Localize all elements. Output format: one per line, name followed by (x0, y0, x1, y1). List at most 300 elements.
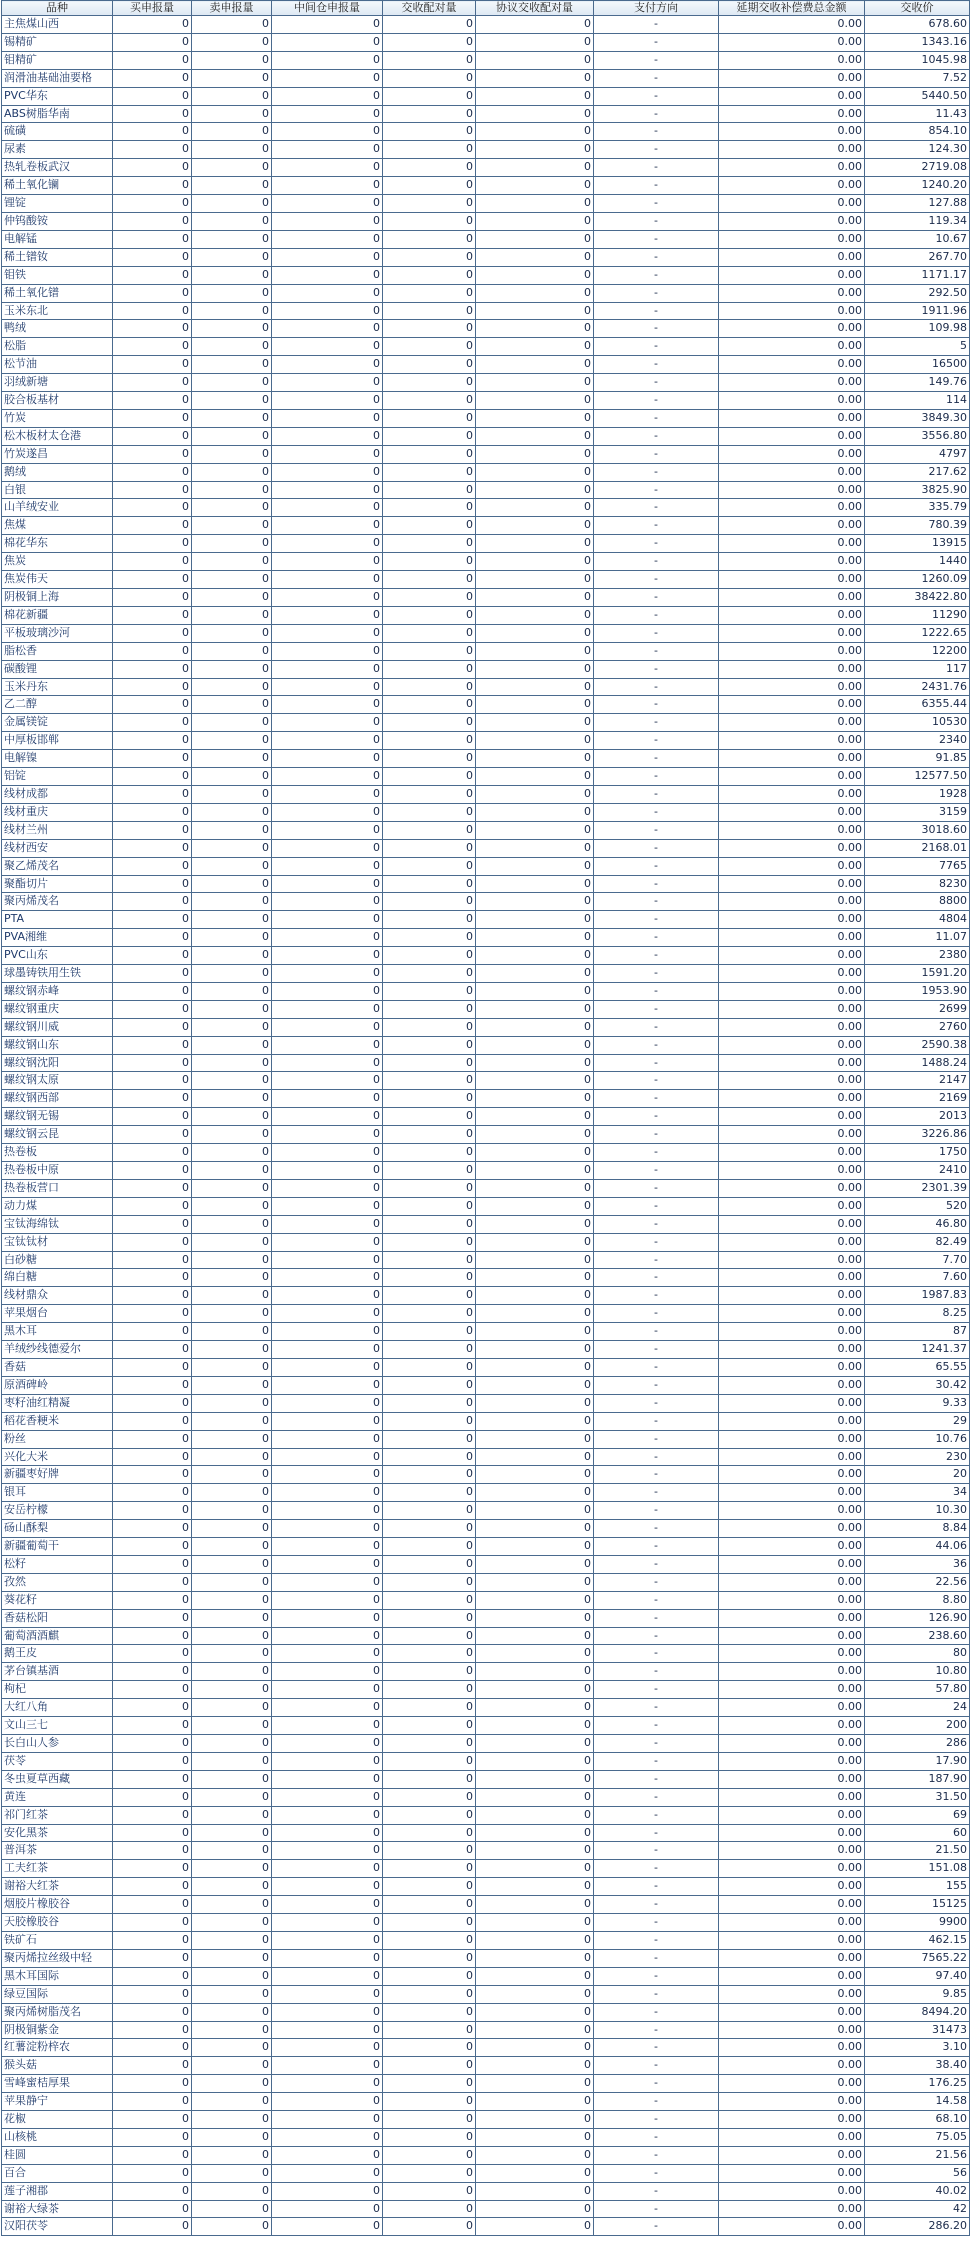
table-row[interactable] (2, 1878, 970, 1896)
table-row[interactable] (2, 893, 970, 911)
agreement-volume-cell: 0 (476, 1985, 594, 2003)
compensation-total-cell: 0.00 (719, 499, 865, 517)
product-cell: 葡萄酒酒麒 (2, 1627, 113, 1645)
table-row[interactable] (2, 1896, 970, 1914)
compensation-total-cell: 0.00 (719, 517, 865, 535)
settlement-price-cell: 2719.08 (865, 159, 970, 177)
table-row[interactable] (2, 266, 970, 284)
table-row[interactable] (2, 1788, 970, 1806)
table-row[interactable] (2, 302, 970, 320)
table-row[interactable] (2, 982, 970, 1000)
settlement-price-cell: 5440.50 (865, 87, 970, 105)
table-row[interactable] (2, 750, 970, 768)
sell-volume-cell: 0 (192, 1967, 272, 1985)
table-row[interactable] (2, 839, 970, 857)
table-row[interactable] (2, 2021, 970, 2039)
table-row[interactable] (2, 624, 970, 642)
payment-direction-cell: - (594, 1341, 719, 1359)
table-row[interactable] (2, 732, 970, 750)
sell-volume-cell: 0 (192, 248, 272, 266)
table-row[interactable] (2, 1376, 970, 1394)
table-row[interactable] (2, 1215, 970, 1233)
sell-volume-cell: 0 (192, 857, 272, 875)
buy-volume-cell: 0 (113, 2200, 192, 2218)
table-row[interactable] (2, 1538, 970, 1556)
settlement-price-cell: 34 (865, 1484, 970, 1502)
table-row[interactable] (2, 2093, 970, 2111)
table-row[interactable] (2, 1269, 970, 1287)
warehouse-volume-cell: 0 (272, 1627, 383, 1645)
product-cell: 阴极铜上海 (2, 589, 113, 607)
table-row[interactable] (2, 1358, 970, 1376)
agreement-volume-cell: 0 (476, 1126, 594, 1144)
settlement-price-cell: 1987.83 (865, 1287, 970, 1305)
header-compensation-total[interactable]: 延期交收补偿费总金额 (719, 1, 865, 16)
compensation-total-cell: 0.00 (719, 714, 865, 732)
header-settlement-price[interactable]: 交收价 (865, 1, 970, 16)
sell-volume-cell: 0 (192, 177, 272, 195)
product-cell: 钼铁 (2, 266, 113, 284)
table-row[interactable] (2, 785, 970, 803)
table-row[interactable] (2, 678, 970, 696)
header-product[interactable]: 品种 (2, 1, 113, 16)
matched-volume-cell: 0 (383, 2093, 476, 2111)
compensation-total-cell: 0.00 (719, 1394, 865, 1412)
table-row[interactable] (2, 1842, 970, 1860)
table-row[interactable] (2, 338, 970, 356)
product-cell: 锂锭 (2, 195, 113, 213)
header-sell-volume[interactable]: 卖申报量 (192, 1, 272, 16)
table-row[interactable] (2, 1699, 970, 1717)
table-row[interactable] (2, 1627, 970, 1645)
table-row[interactable] (2, 1735, 970, 1753)
settlement-price-cell: 2301.39 (865, 1179, 970, 1197)
compensation-total-cell: 0.00 (719, 1520, 865, 1538)
sell-volume-cell: 0 (192, 732, 272, 750)
table-row[interactable] (2, 1305, 970, 1323)
table-row[interactable] (2, 284, 970, 302)
table-row[interactable] (2, 1824, 970, 1842)
table-row[interactable] (2, 212, 970, 230)
table-row[interactable] (2, 606, 970, 624)
matched-volume-cell: 0 (383, 1896, 476, 1914)
table-row[interactable] (2, 857, 970, 875)
sell-volume-cell: 0 (192, 1824, 272, 1842)
agreement-volume-cell: 0 (476, 123, 594, 141)
settlement-price-cell: 80 (865, 1645, 970, 1663)
table-row[interactable] (2, 1072, 970, 1090)
payment-direction-cell: - (594, 2111, 719, 2129)
compensation-total-cell: 0.00 (719, 1538, 865, 1556)
compensation-total-cell: 0.00 (719, 69, 865, 87)
payment-direction-cell: - (594, 839, 719, 857)
matched-volume-cell: 0 (383, 517, 476, 535)
matched-volume-cell: 0 (383, 87, 476, 105)
matched-volume-cell: 0 (383, 1967, 476, 1985)
matched-volume-cell: 0 (383, 1341, 476, 1359)
table-row[interactable] (2, 1770, 970, 1788)
sell-volume-cell: 0 (192, 2111, 272, 2129)
table-row[interactable] (2, 1949, 970, 1967)
table-row[interactable] (2, 642, 970, 660)
matched-volume-cell: 0 (383, 893, 476, 911)
table-row[interactable] (2, 1162, 970, 1180)
buy-volume-cell: 0 (113, 51, 192, 69)
warehouse-volume-cell: 0 (272, 2111, 383, 2129)
compensation-total-cell: 0.00 (719, 589, 865, 607)
warehouse-volume-cell: 0 (272, 177, 383, 195)
agreement-volume-cell: 0 (476, 1645, 594, 1663)
product-cell: 烟胶片橡胶谷 (2, 1896, 113, 1914)
table-row[interactable] (2, 517, 970, 535)
table-row[interactable] (2, 1591, 970, 1609)
table-row[interactable] (2, 1502, 970, 1520)
sell-volume-cell: 0 (192, 2093, 272, 2111)
payment-direction-cell: - (594, 1072, 719, 1090)
matched-volume-cell: 0 (383, 589, 476, 607)
product-cell: 宝钛海绵钛 (2, 1215, 113, 1233)
payment-direction-cell: - (594, 1985, 719, 2003)
table-row[interactable] (2, 1717, 970, 1735)
payment-direction-cell: - (594, 51, 719, 69)
settlement-price-cell: 57.80 (865, 1681, 970, 1699)
sell-volume-cell: 0 (192, 660, 272, 678)
settlement-price-cell: 91.85 (865, 750, 970, 768)
table-row[interactable] (2, 2182, 970, 2200)
product-cell: 红薯淀粉梓农 (2, 2039, 113, 2057)
matched-volume-cell: 0 (383, 463, 476, 481)
table-row[interactable] (2, 356, 970, 374)
table-row[interactable] (2, 87, 970, 105)
table-row[interactable] (2, 589, 970, 607)
table-row[interactable] (2, 1520, 970, 1538)
table-row[interactable] (2, 1394, 970, 1412)
matched-volume-cell: 0 (383, 69, 476, 87)
table-row[interactable] (2, 803, 970, 821)
settlement-price-cell: 12200 (865, 642, 970, 660)
table-row[interactable] (2, 481, 970, 499)
matched-volume-cell: 0 (383, 1036, 476, 1054)
buy-volume-cell: 0 (113, 427, 192, 445)
agreement-volume-cell: 0 (476, 1305, 594, 1323)
sell-volume-cell: 0 (192, 1269, 272, 1287)
table-row[interactable] (2, 1412, 970, 1430)
product-cell: 球墨铸铁用生铁 (2, 965, 113, 983)
settlement-price-cell: 286.20 (865, 2218, 970, 2236)
table-row[interactable] (2, 1860, 970, 1878)
table-row[interactable] (2, 1197, 970, 1215)
compensation-total-cell: 0.00 (719, 212, 865, 230)
compensation-total-cell: 0.00 (719, 141, 865, 159)
warehouse-volume-cell: 0 (272, 1860, 383, 1878)
table-row[interactable] (2, 1036, 970, 1054)
sell-volume-cell: 0 (192, 1394, 272, 1412)
table-row[interactable] (2, 1251, 970, 1269)
sell-volume-cell: 0 (192, 51, 272, 69)
product-cell: 聚丙烯拉丝级中轻 (2, 1949, 113, 1967)
table-row[interactable] (2, 768, 970, 786)
buy-volume-cell: 0 (113, 1502, 192, 1520)
table-row[interactable] (2, 1341, 970, 1359)
warehouse-volume-cell: 0 (272, 517, 383, 535)
product-cell: 祁门红茶 (2, 1806, 113, 1824)
table-row[interactable] (2, 696, 970, 714)
compensation-total-cell: 0.00 (719, 1466, 865, 1484)
product-cell: 葵花籽 (2, 1591, 113, 1609)
table-row[interactable] (2, 1448, 970, 1466)
sell-volume-cell: 0 (192, 965, 272, 983)
compensation-total-cell: 0.00 (719, 1090, 865, 1108)
matched-volume-cell: 0 (383, 857, 476, 875)
table-row[interactable] (2, 821, 970, 839)
payment-direction-cell: - (594, 965, 719, 983)
table-row[interactable] (2, 553, 970, 571)
settlement-price-cell: 31473 (865, 2021, 970, 2039)
table-row[interactable] (2, 1090, 970, 1108)
table-row[interactable] (2, 392, 970, 410)
buy-volume-cell: 0 (113, 768, 192, 786)
header-warehouse-volume[interactable]: 中间仓申报量 (272, 1, 383, 16)
table-row[interactable] (2, 2218, 970, 2236)
compensation-total-cell: 0.00 (719, 1484, 865, 1502)
agreement-volume-cell: 0 (476, 2164, 594, 2182)
table-row[interactable] (2, 123, 970, 141)
matched-volume-cell: 0 (383, 535, 476, 553)
warehouse-volume-cell: 0 (272, 1735, 383, 1753)
matched-volume-cell: 0 (383, 266, 476, 284)
table-row[interactable] (2, 1573, 970, 1591)
table-row[interactable] (2, 2003, 970, 2021)
header-matched-volume[interactable]: 交收配对量 (383, 1, 476, 16)
agreement-volume-cell: 0 (476, 1466, 594, 1484)
payment-direction-cell: - (594, 1949, 719, 1967)
compensation-total-cell: 0.00 (719, 1824, 865, 1842)
header-buy-volume[interactable]: 买申报量 (113, 1, 192, 16)
table-row[interactable] (2, 1985, 970, 2003)
settlement-price-cell: 11.07 (865, 929, 970, 947)
table-row[interactable] (2, 105, 970, 123)
compensation-total-cell: 0.00 (719, 87, 865, 105)
table-row[interactable] (2, 2146, 970, 2164)
compensation-total-cell: 0.00 (719, 33, 865, 51)
table-row[interactable] (2, 427, 970, 445)
agreement-volume-cell: 0 (476, 1287, 594, 1305)
table-row[interactable] (2, 248, 970, 266)
table-row[interactable] (2, 929, 970, 947)
table-row[interactable] (2, 2057, 970, 2075)
warehouse-volume-cell: 0 (272, 33, 383, 51)
sell-volume-cell: 0 (192, 1287, 272, 1305)
sell-volume-cell: 0 (192, 1251, 272, 1269)
settlement-price-cell: 65.55 (865, 1358, 970, 1376)
sell-volume-cell: 0 (192, 1215, 272, 1233)
matched-volume-cell: 0 (383, 1179, 476, 1197)
table-row[interactable] (2, 445, 970, 463)
table-row[interactable] (2, 1681, 970, 1699)
matched-volume-cell: 0 (383, 1878, 476, 1896)
table-row[interactable] (2, 1967, 970, 1985)
table-row[interactable] (2, 660, 970, 678)
table-row[interactable] (2, 1108, 970, 1126)
table-row[interactable] (2, 320, 970, 338)
compensation-total-cell: 0.00 (719, 1842, 865, 1860)
table-row[interactable] (2, 1126, 970, 1144)
product-cell: 螺纹钢山东 (2, 1036, 113, 1054)
table-row[interactable] (2, 463, 970, 481)
compensation-total-cell: 0.00 (719, 445, 865, 463)
table-row[interactable] (2, 535, 970, 553)
buy-volume-cell: 0 (113, 2093, 192, 2111)
compensation-total-cell: 0.00 (719, 606, 865, 624)
table-row[interactable] (2, 1752, 970, 1770)
table-row[interactable] (2, 16, 970, 34)
table-row[interactable] (2, 571, 970, 589)
buy-volume-cell: 0 (113, 1162, 192, 1180)
settlement-price-cell: 335.79 (865, 499, 970, 517)
compensation-total-cell: 0.00 (719, 1323, 865, 1341)
settlement-price-cell: 11290 (865, 606, 970, 624)
buy-volume-cell: 0 (113, 266, 192, 284)
table-row[interactable] (2, 1914, 970, 1932)
settlement-price-cell: 44.06 (865, 1538, 970, 1556)
matched-volume-cell: 0 (383, 1287, 476, 1305)
table-row[interactable] (2, 69, 970, 87)
sell-volume-cell: 0 (192, 2075, 272, 2093)
matched-volume-cell: 0 (383, 1305, 476, 1323)
matched-volume-cell: 0 (383, 929, 476, 947)
header-agreement-volume[interactable]: 协议交收配对量 (476, 1, 594, 16)
table-row[interactable] (2, 2200, 970, 2218)
buy-volume-cell: 0 (113, 1681, 192, 1699)
product-cell: PTA (2, 911, 113, 929)
product-cell: 聚丙烯茂名 (2, 893, 113, 911)
table-row[interactable] (2, 177, 970, 195)
table-row[interactable] (2, 1609, 970, 1627)
settlement-price-cell: 127.88 (865, 195, 970, 213)
settlement-price-cell: 292.50 (865, 284, 970, 302)
agreement-volume-cell: 0 (476, 1896, 594, 1914)
matched-volume-cell: 0 (383, 2021, 476, 2039)
warehouse-volume-cell: 0 (272, 642, 383, 660)
buy-volume-cell: 0 (113, 356, 192, 374)
table-row[interactable] (2, 1466, 970, 1484)
table-row[interactable] (2, 1931, 970, 1949)
table-row[interactable] (2, 2039, 970, 2057)
buy-volume-cell: 0 (113, 1144, 192, 1162)
payment-direction-cell: - (594, 1520, 719, 1538)
product-cell: 电解锰 (2, 230, 113, 248)
table-row[interactable] (2, 374, 970, 392)
table-row[interactable] (2, 1054, 970, 1072)
table-header-row (2, 1, 970, 16)
settlement-price-cell: 286 (865, 1735, 970, 1753)
table-row[interactable] (2, 51, 970, 69)
table-row[interactable] (2, 1287, 970, 1305)
compensation-total-cell: 0.00 (719, 1663, 865, 1681)
payment-direction-cell: - (594, 1090, 719, 1108)
buy-volume-cell: 0 (113, 1412, 192, 1430)
matched-volume-cell: 0 (383, 1430, 476, 1448)
buy-volume-cell: 0 (113, 123, 192, 141)
compensation-total-cell: 0.00 (719, 1949, 865, 1967)
payment-direction-cell: - (594, 696, 719, 714)
table-row[interactable] (2, 965, 970, 983)
payment-direction-cell: - (594, 1018, 719, 1036)
table-row[interactable] (2, 1323, 970, 1341)
table-row[interactable] (2, 1645, 970, 1663)
table-row[interactable] (2, 947, 970, 965)
table-row[interactable] (2, 714, 970, 732)
compensation-total-cell: 0.00 (719, 1269, 865, 1287)
table-row[interactable] (2, 911, 970, 929)
table-row[interactable] (2, 195, 970, 213)
table-row[interactable] (2, 1000, 970, 1018)
sell-volume-cell: 0 (192, 1735, 272, 1753)
matched-volume-cell: 0 (383, 159, 476, 177)
table-row[interactable] (2, 1179, 970, 1197)
warehouse-volume-cell: 0 (272, 499, 383, 517)
table-row[interactable] (2, 1144, 970, 1162)
payment-direction-cell: - (594, 606, 719, 624)
compensation-total-cell: 0.00 (719, 1430, 865, 1448)
warehouse-volume-cell: 0 (272, 2021, 383, 2039)
compensation-total-cell: 0.00 (719, 1126, 865, 1144)
sell-volume-cell: 0 (192, 1018, 272, 1036)
table-row[interactable] (2, 2128, 970, 2146)
compensation-total-cell: 0.00 (719, 2075, 865, 2093)
agreement-volume-cell: 0 (476, 1448, 594, 1466)
table-row[interactable] (2, 1430, 970, 1448)
product-cell: 百合 (2, 2164, 113, 2182)
table-row[interactable] (2, 159, 970, 177)
matched-volume-cell: 0 (383, 768, 476, 786)
table-row[interactable] (2, 33, 970, 51)
agreement-volume-cell: 0 (476, 803, 594, 821)
matched-volume-cell: 0 (383, 1645, 476, 1663)
table-row[interactable] (2, 875, 970, 893)
sell-volume-cell: 0 (192, 1591, 272, 1609)
compensation-total-cell: 0.00 (719, 660, 865, 678)
product-cell: 脂松香 (2, 642, 113, 660)
table-row[interactable] (2, 1018, 970, 1036)
table-row[interactable] (2, 230, 970, 248)
table-row[interactable] (2, 1233, 970, 1251)
matched-volume-cell: 0 (383, 1054, 476, 1072)
table-row[interactable] (2, 1484, 970, 1502)
matched-volume-cell: 0 (383, 2146, 476, 2164)
payment-direction-cell: - (594, 302, 719, 320)
table-row[interactable] (2, 2111, 970, 2129)
payment-direction-cell: - (594, 248, 719, 266)
table-row[interactable] (2, 499, 970, 517)
warehouse-volume-cell: 0 (272, 1949, 383, 1967)
buy-volume-cell: 0 (113, 857, 192, 875)
table-row[interactable] (2, 409, 970, 427)
matched-volume-cell: 0 (383, 1090, 476, 1108)
buy-volume-cell: 0 (113, 1896, 192, 1914)
payment-direction-cell: - (594, 660, 719, 678)
table-row[interactable] (2, 1663, 970, 1681)
header-payment-direction[interactable]: 支付方向 (594, 1, 719, 16)
table-row[interactable] (2, 2075, 970, 2093)
agreement-volume-cell: 0 (476, 445, 594, 463)
table-row[interactable] (2, 1806, 970, 1824)
warehouse-volume-cell: 0 (272, 911, 383, 929)
table-row[interactable] (2, 141, 970, 159)
table-row[interactable] (2, 2164, 970, 2182)
table-row[interactable] (2, 1555, 970, 1573)
buy-volume-cell: 0 (113, 1788, 192, 1806)
